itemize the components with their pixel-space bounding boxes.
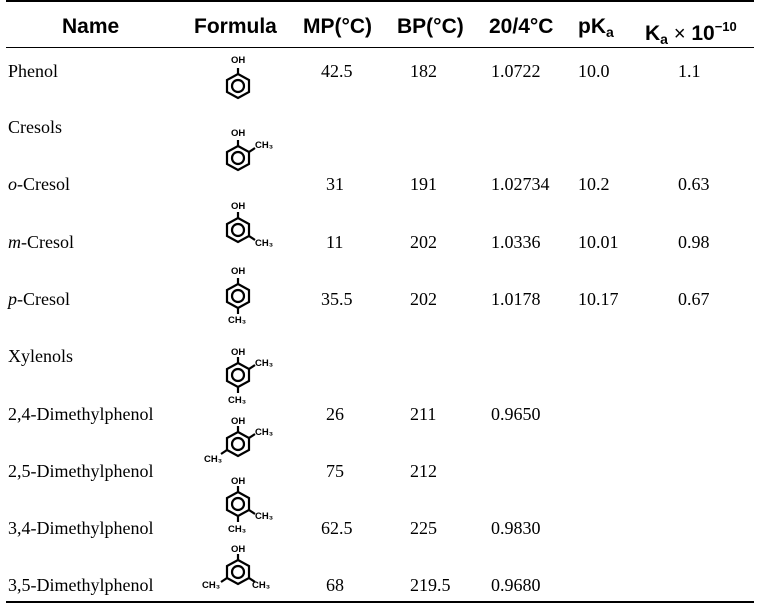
row-pka: 10.0 (578, 61, 610, 81)
row-name-text: -Cresol (21, 232, 74, 252)
header-bp: BP(°C) (397, 15, 464, 38)
o-cresol-structure (220, 126, 290, 180)
header-density: 20/4°C (489, 15, 554, 38)
header-ka-exponent: −10 (714, 19, 737, 34)
ch3-label: CH₃ (255, 511, 274, 522)
oh-label: OH (231, 544, 246, 555)
oh-label: OH (231, 201, 246, 212)
header-ka-base: K (645, 22, 661, 45)
header-ka-ten: 10 (691, 22, 715, 45)
oh-label: OH (231, 55, 246, 66)
row-bp: 225 (410, 518, 437, 538)
row-name-3-4-dimethylphenol: 3,4-Dimethylphenol (8, 518, 154, 538)
row-name-2-5-dimethylphenol: 2,5-Dimethylphenol (8, 461, 154, 481)
header-name: Name (62, 15, 120, 38)
ch3-label: CH₃ (255, 358, 274, 369)
row-bp: 219.5 (410, 575, 451, 595)
2-4-dimethylphenol-structure (220, 345, 290, 407)
row-pka: 10.17 (578, 289, 619, 309)
oh-label: OH (231, 128, 246, 139)
m-cresol-structure (220, 200, 290, 254)
row-mp: 42.5 (321, 61, 353, 81)
row-name-o-cresol (8, 173, 70, 195)
row-bp: 212 (410, 461, 437, 481)
row-mp: 11 (326, 232, 344, 252)
header-ka-subscript: a (660, 31, 668, 47)
ch3-label: CH₃ (204, 454, 223, 465)
group-heading-cresols: Cresols (8, 117, 62, 137)
row-ka: 0.63 (678, 174, 710, 194)
oh-label: OH (231, 266, 246, 277)
header-rule (6, 47, 754, 48)
row-mp: 31 (326, 174, 344, 194)
phenol-structure (220, 52, 270, 106)
row-density: 0.9650 (491, 404, 541, 424)
row-mp: 68 (326, 575, 344, 595)
oh-label: OH (231, 347, 246, 358)
ch3-label: CH₃ (202, 580, 221, 591)
row-density: 0.9830 (491, 518, 541, 538)
row-name-3-5-dimethylphenol: 3,5-Dimethylphenol (8, 575, 154, 595)
row-name-phenol: Phenol (8, 61, 59, 81)
oh-label: OH (231, 416, 246, 427)
row-density: 1.02734 (491, 174, 550, 194)
oh-label: OH (231, 476, 246, 487)
row-ka: 1.1 (678, 61, 701, 81)
row-pka: 10.01 (578, 232, 619, 252)
header-ka-times: × (673, 23, 686, 45)
header-pka-base: pK (578, 15, 606, 38)
header-mp: MP(°C) (303, 15, 373, 38)
row-ka: 0.67 (678, 289, 710, 309)
row-mp: 75 (326, 461, 344, 481)
header-pka-subscript: a (606, 24, 614, 40)
row-bp: 211 (410, 404, 437, 424)
row-bp: 182 (410, 61, 437, 81)
row-pka: 10.2 (578, 174, 610, 194)
ch3-label: CH₃ (228, 315, 247, 326)
row-name-text: -Cresol (17, 289, 70, 309)
row-name-text: -Cresol (17, 174, 70, 194)
row-ka: 0.98 (678, 232, 710, 252)
row-name-m-cresol (8, 231, 74, 253)
row-bp: 202 (410, 289, 437, 309)
ch3-label: CH₃ (255, 140, 274, 151)
row-name-prefix: m (8, 232, 21, 252)
row-name-2-4-dimethylphenol: 2,4-Dimethylphenol (8, 404, 154, 424)
ch3-label: CH₃ (255, 427, 274, 438)
table-bottom-rule (6, 601, 754, 603)
ch3-label: CH₃ (255, 238, 274, 249)
row-mp: 62.5 (321, 518, 353, 538)
row-name-prefix: o (8, 174, 17, 194)
header-pka (578, 14, 614, 45)
3-5-dimethylphenol-structure (200, 542, 290, 598)
group-heading-xylenols: Xylenols (8, 346, 73, 366)
table-top-rule (6, 0, 754, 2)
ch3-label: CH₃ (228, 524, 247, 535)
header-formula: Formula (194, 15, 277, 38)
row-bp: 191 (410, 174, 437, 194)
3-4-dimethylphenol-structure (220, 474, 290, 536)
ch3-label: CH₃ (252, 580, 271, 591)
row-mp: 35.5 (321, 289, 353, 309)
2-5-dimethylphenol-structure (200, 414, 280, 468)
row-name-p-cresol (8, 288, 70, 310)
p-cresol-structure (220, 264, 270, 326)
row-density: 1.0178 (491, 289, 541, 309)
row-density: 1.0336 (491, 232, 541, 252)
row-density: 0.9680 (491, 575, 541, 595)
ch3-label: CH₃ (228, 395, 247, 406)
row-bp: 202 (410, 232, 437, 252)
row-density: 1.0722 (491, 61, 541, 81)
row-name-prefix: p (8, 289, 17, 309)
row-mp: 26 (326, 404, 344, 424)
